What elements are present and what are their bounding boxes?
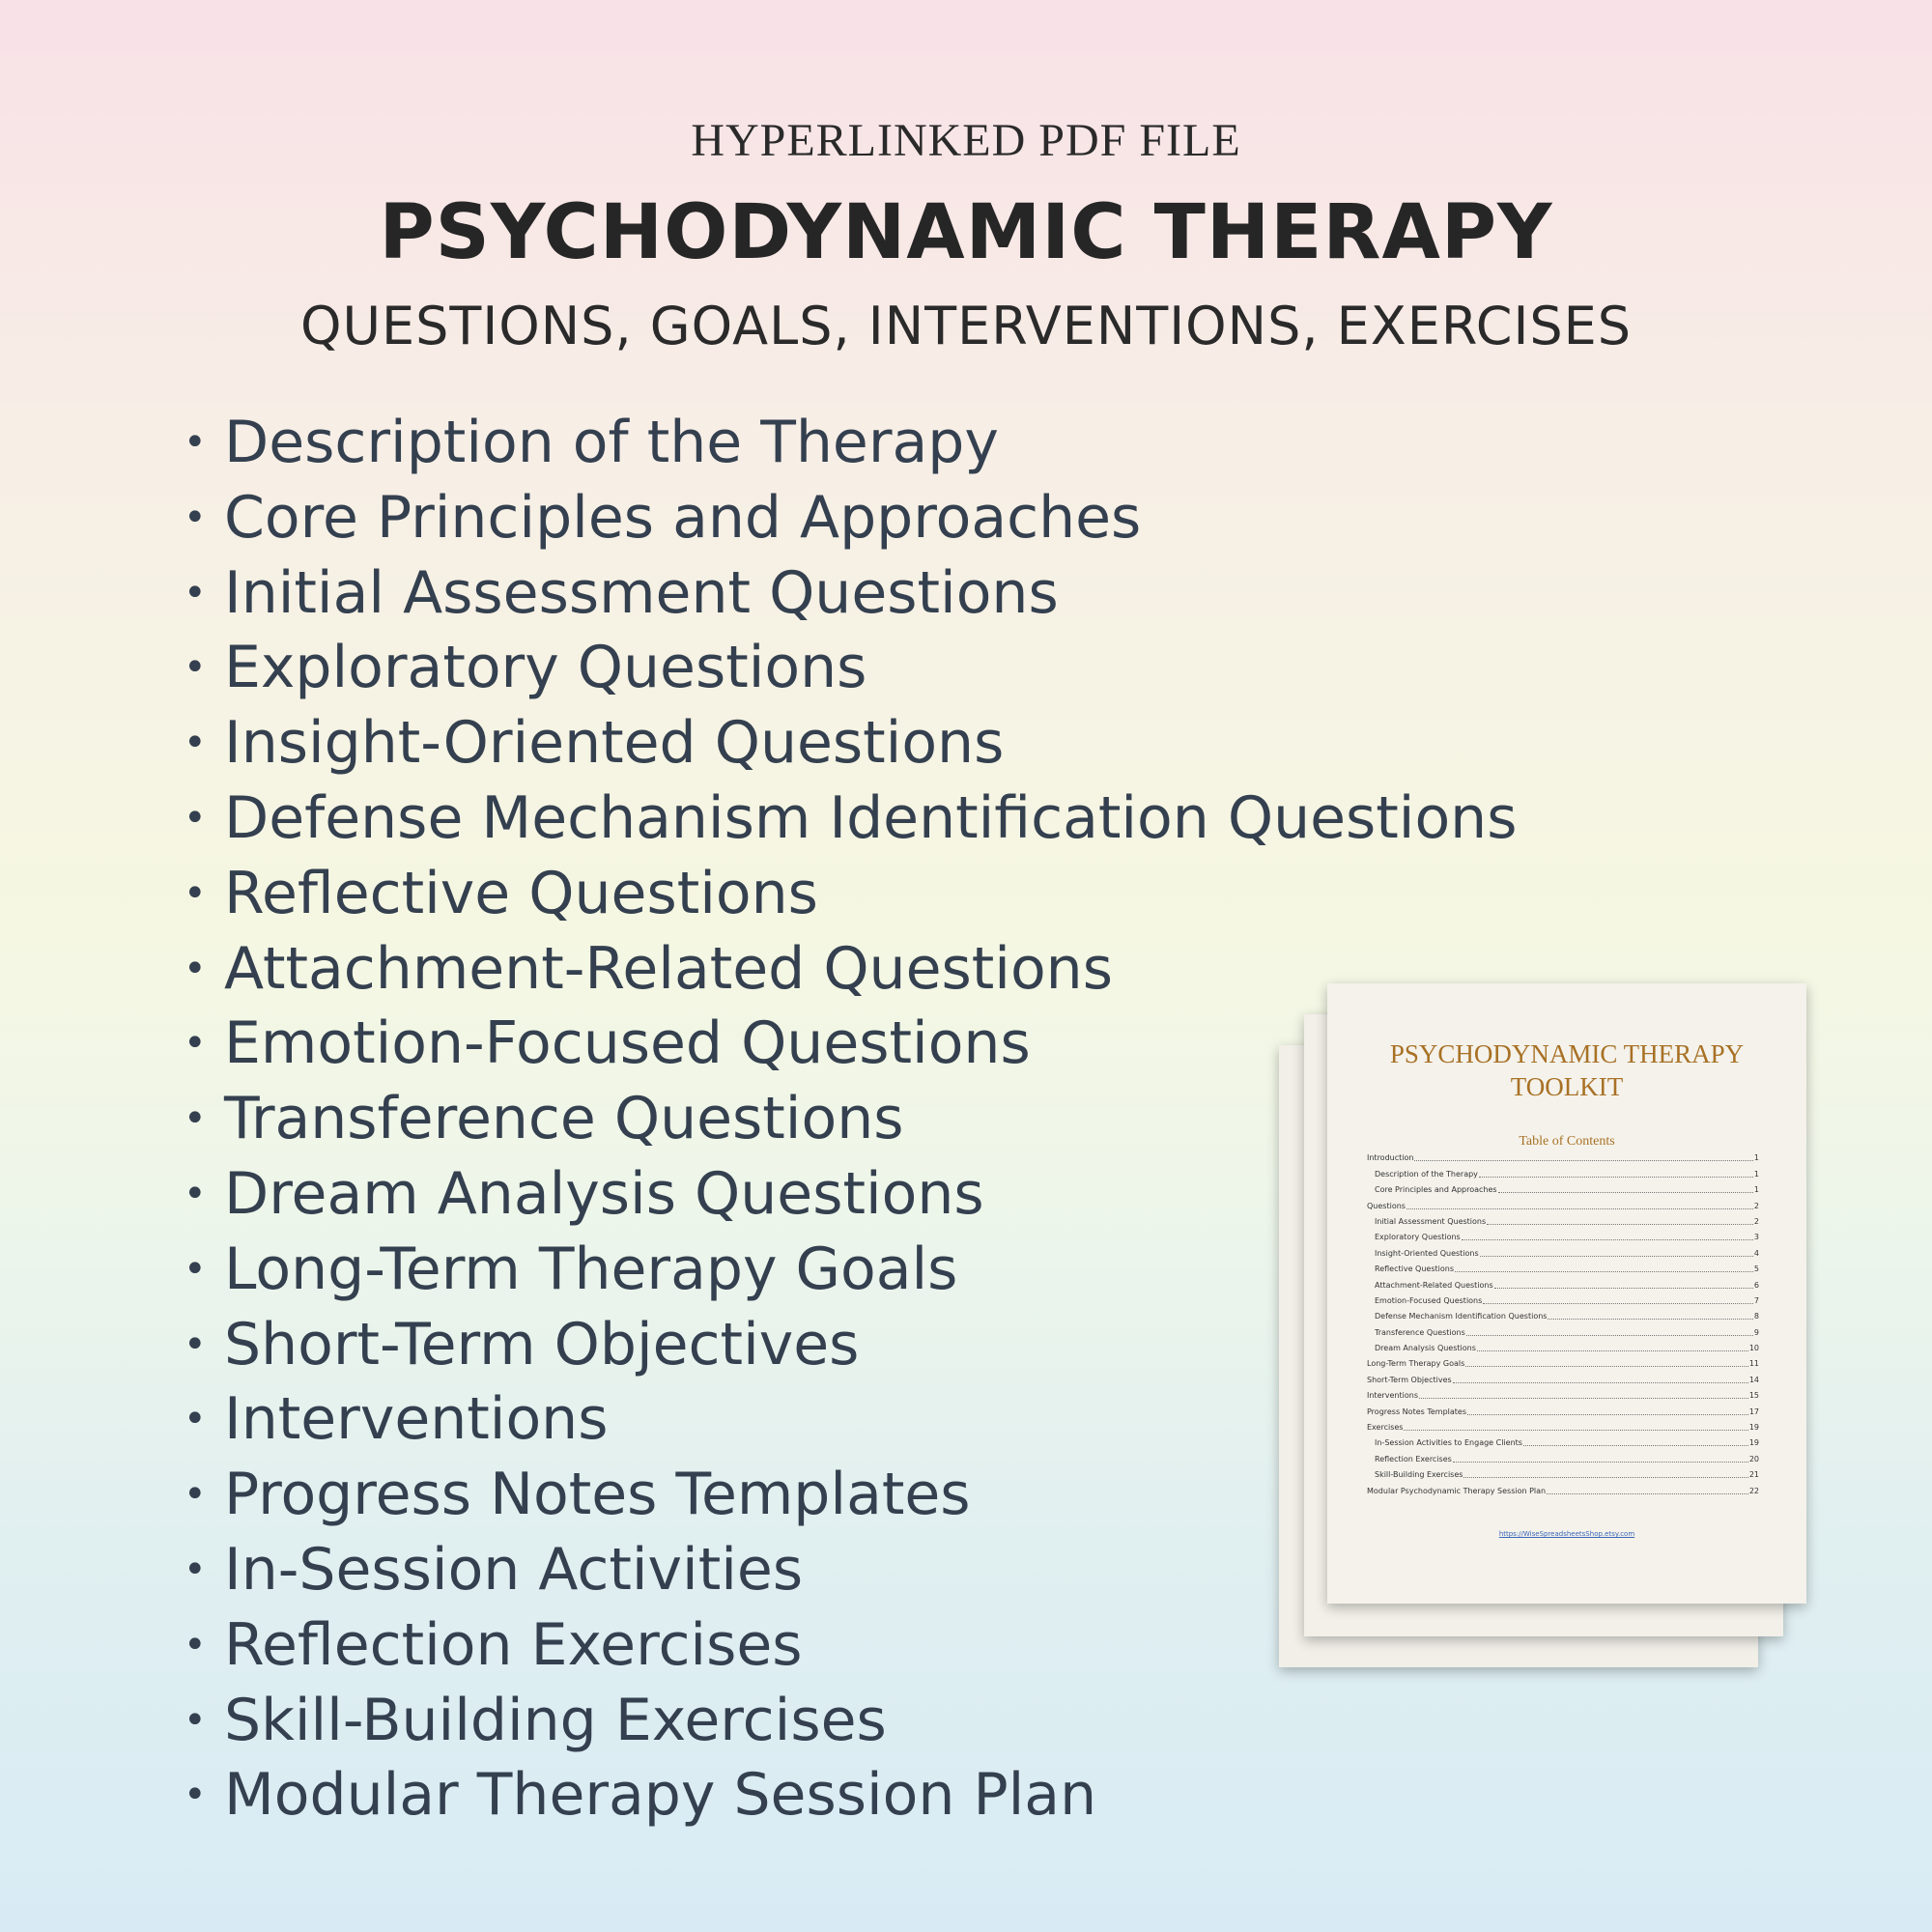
toc-entry-label: Skill-Building Exercises	[1375, 1470, 1463, 1480]
feature-label: Interventions	[224, 1385, 609, 1454]
toc-dot-leader	[1547, 1492, 1748, 1494]
toc-entry-page: 20	[1748, 1454, 1759, 1463]
toc-entry-page: 2	[1753, 1201, 1759, 1210]
document-title	[1327, 1037, 1806, 1103]
feature-item	[184, 406, 1517, 481]
toc-entry-page: 10	[1748, 1344, 1759, 1353]
toc-entry-label: Dream Analysis Questions	[1375, 1344, 1476, 1353]
toc-dot-leader	[1477, 1350, 1748, 1351]
toc-dot-leader	[1453, 1381, 1748, 1383]
toc-entry-page: 19	[1748, 1438, 1759, 1448]
toc-entry-page: 9	[1753, 1327, 1759, 1337]
feature-label: Insight-Oriented Questions	[224, 709, 1005, 778]
toc-dot-leader	[1548, 1318, 1752, 1320]
page-title: PSYCHODYNAMIC THERAPY	[379, 189, 1553, 276]
toc-entry-label: In-Session Activities to Engage Clients	[1375, 1438, 1522, 1448]
bullet-icon: •	[184, 1021, 207, 1066]
table-of-contents	[1367, 1148, 1759, 1496]
feature-label: Defense Mechanism Identification Questions	[224, 783, 1518, 852]
toc-entry[interactable]	[1367, 1274, 1759, 1290]
feature-item	[184, 1684, 1517, 1759]
document-title-line1: PSYCHODYNAMIC THERAPY	[1389, 1039, 1745, 1068]
bullet-icon: •	[184, 1246, 207, 1292]
toc-entry-page: 4	[1753, 1248, 1759, 1258]
feature-label: Core Principles and Approaches	[224, 483, 1142, 552]
shop-link[interactable]: https://WiseSpreadsheetsShop.etsy.com	[1498, 1530, 1635, 1538]
feature-label: Reflective Questions	[224, 859, 818, 927]
toc-entry-page: 21	[1748, 1470, 1759, 1480]
bullet-icon: •	[184, 1773, 207, 1818]
feature-label: Emotion-Focused Questions	[224, 1009, 1031, 1078]
feature-item	[184, 857, 1517, 932]
toc-entry[interactable]	[1367, 1464, 1759, 1480]
document-page-front	[1327, 983, 1806, 1604]
bullet-icon: •	[184, 946, 207, 991]
toc-entry-page: 11	[1748, 1359, 1759, 1369]
feature-item	[184, 556, 1517, 632]
kicker-text: HYPERLINKED PDF FILE	[691, 115, 1241, 166]
toc-entry-page: 7	[1753, 1295, 1759, 1305]
toc-entry-label: Progress Notes Templates	[1367, 1406, 1467, 1416]
feature-label: Modular Therapy Session Plan	[224, 1761, 1097, 1830]
toc-entry-label: Initial Assessment Questions	[1375, 1216, 1487, 1226]
toc-dot-leader	[1466, 1334, 1753, 1336]
toc-entry[interactable]	[1367, 1480, 1759, 1495]
toc-entry-page: 5	[1753, 1264, 1759, 1274]
toc-entry[interactable]	[1367, 1417, 1759, 1433]
page-subtitle: QUESTIONS, GOALS, INTERVENTIONS, EXERCISES	[299, 296, 1633, 356]
toc-entry[interactable]	[1367, 1433, 1759, 1448]
feature-label: Description of the Therapy	[224, 409, 999, 476]
toc-entry-label: Description of the Therapy	[1375, 1169, 1478, 1179]
toc-entry-page: 3	[1753, 1233, 1759, 1242]
bullet-icon: •	[184, 420, 207, 465]
toc-dot-leader	[1414, 1159, 1752, 1161]
toc-entry-page: 2	[1753, 1216, 1759, 1226]
toc-entry[interactable]	[1367, 1179, 1759, 1195]
bullet-icon: •	[184, 570, 207, 615]
toc-entry-page: 1	[1753, 1153, 1759, 1163]
toc-dot-leader	[1455, 1270, 1753, 1272]
toc-entry[interactable]	[1367, 1163, 1759, 1179]
bullet-icon: •	[184, 1547, 207, 1592]
feature-item	[184, 781, 1517, 857]
bullet-icon: •	[184, 1697, 207, 1743]
feature-item	[184, 631, 1517, 706]
bullet-icon: •	[184, 721, 207, 766]
feature-item	[184, 481, 1517, 556]
toc-entry-page: 17	[1748, 1406, 1759, 1416]
toc-dot-leader	[1494, 1287, 1753, 1289]
bullet-icon: •	[184, 1397, 207, 1442]
toc-entry-label: Reflective Questions	[1375, 1264, 1454, 1274]
toc-entry[interactable]	[1367, 1369, 1759, 1384]
toc-heading: Table of Contents	[1519, 1134, 1615, 1149]
feature-label: In-Session Activities	[224, 1535, 804, 1604]
feature-label: Long-Term Therapy Goals	[224, 1235, 958, 1303]
bullet-icon: •	[184, 1096, 207, 1142]
toc-entry-page: 19	[1748, 1423, 1759, 1433]
toc-entry[interactable]	[1367, 1291, 1759, 1306]
toc-entry-label: Defense Mechanism Identification Questions	[1375, 1312, 1548, 1321]
feature-label: Progress Notes Templates	[224, 1461, 971, 1529]
feature-item	[184, 1758, 1517, 1833]
toc-dot-leader	[1483, 1302, 1753, 1304]
toc-entry[interactable]	[1367, 1353, 1759, 1369]
toc-dot-leader	[1479, 1176, 1753, 1178]
toc-entry[interactable]	[1367, 1227, 1759, 1242]
toc-entry-page: 1	[1753, 1185, 1759, 1195]
toc-dot-leader	[1498, 1191, 1753, 1193]
bullet-icon: •	[184, 1472, 207, 1518]
toc-entry-page: 22	[1748, 1486, 1759, 1495]
bullet-icon: •	[184, 645, 207, 691]
toc-entry[interactable]	[1367, 1385, 1759, 1401]
toc-dot-leader	[1465, 1365, 1748, 1367]
bullet-icon: •	[184, 1622, 207, 1667]
document-title-line2: TOOLKIT	[1510, 1072, 1624, 1101]
toc-entry-label: Interventions	[1367, 1391, 1418, 1401]
toc-dot-leader	[1404, 1429, 1747, 1431]
feature-label: Attachment-Related Questions	[224, 934, 1113, 1003]
toc-entry[interactable]	[1367, 1448, 1759, 1463]
toc-entry-label: Exploratory Questions	[1375, 1233, 1461, 1242]
feature-label: Exploratory Questions	[224, 634, 867, 702]
toc-dot-leader	[1406, 1208, 1753, 1209]
feature-label: Initial Assessment Questions	[224, 558, 1059, 627]
toc-entry-label: Transference Questions	[1375, 1327, 1465, 1337]
toc-dot-leader	[1487, 1223, 1753, 1225]
bullet-icon: •	[184, 495, 207, 540]
toc-entry[interactable]	[1367, 1195, 1759, 1210]
toc-entry[interactable]	[1367, 1259, 1759, 1274]
toc-entry-label: Attachment-Related Questions	[1375, 1280, 1493, 1290]
bullet-icon: •	[184, 1321, 207, 1367]
bullet-icon: •	[184, 1171, 207, 1216]
toc-dot-leader	[1463, 1476, 1747, 1478]
toc-entry[interactable]	[1367, 1401, 1759, 1416]
toc-entry[interactable]	[1367, 1306, 1759, 1321]
toc-entry-label: Short-Term Objectives	[1367, 1375, 1452, 1384]
toc-entry[interactable]	[1367, 1321, 1759, 1337]
toc-entry-page: 14	[1748, 1375, 1759, 1384]
toc-entry[interactable]	[1367, 1211, 1759, 1227]
feature-label: Transference Questions	[224, 1085, 904, 1153]
feature-label: Dream Analysis Questions	[224, 1159, 984, 1228]
feature-item	[184, 706, 1517, 781]
toc-entry-label: Long-Term Therapy Goals	[1367, 1359, 1465, 1369]
toc-entry-page: 1	[1753, 1169, 1759, 1179]
toc-dot-leader	[1480, 1255, 1753, 1257]
toc-entry-label: Reflection Exercises	[1375, 1454, 1452, 1463]
bullet-icon: •	[184, 870, 207, 916]
toc-entry-label: Emotion-Focused Questions	[1375, 1295, 1483, 1305]
toc-dot-leader	[1523, 1444, 1748, 1446]
toc-entry-page: 15	[1748, 1391, 1759, 1401]
toc-entry-label: Core Principles and Approaches	[1375, 1185, 1497, 1195]
feature-label: Skill-Building Exercises	[224, 1686, 887, 1754]
toc-entry-label: Introduction	[1367, 1153, 1414, 1163]
toc-entry-page: 8	[1753, 1312, 1759, 1321]
toc-entry-label: Exercises	[1367, 1423, 1404, 1433]
toc-entry-label: Insight-Oriented Questions	[1375, 1248, 1479, 1258]
toc-dot-leader	[1467, 1413, 1748, 1415]
toc-dot-leader	[1453, 1461, 1748, 1463]
toc-entry-label: Questions	[1367, 1201, 1406, 1210]
toc-entry-label: Modular Psychodynamic Therapy Session Plan	[1367, 1486, 1547, 1495]
feature-item	[184, 932, 1517, 1008]
feature-label: Reflection Exercises	[224, 1610, 803, 1679]
toc-entry[interactable]	[1367, 1242, 1759, 1258]
toc-entry[interactable]	[1367, 1148, 1759, 1163]
toc-dot-leader	[1419, 1397, 1748, 1399]
toc-entry-page: 6	[1753, 1280, 1759, 1290]
toc-dot-leader	[1462, 1238, 1753, 1240]
toc-entry[interactable]	[1367, 1338, 1759, 1353]
feature-label: Short-Term Objectives	[224, 1310, 860, 1378]
bullet-icon: •	[184, 795, 207, 840]
